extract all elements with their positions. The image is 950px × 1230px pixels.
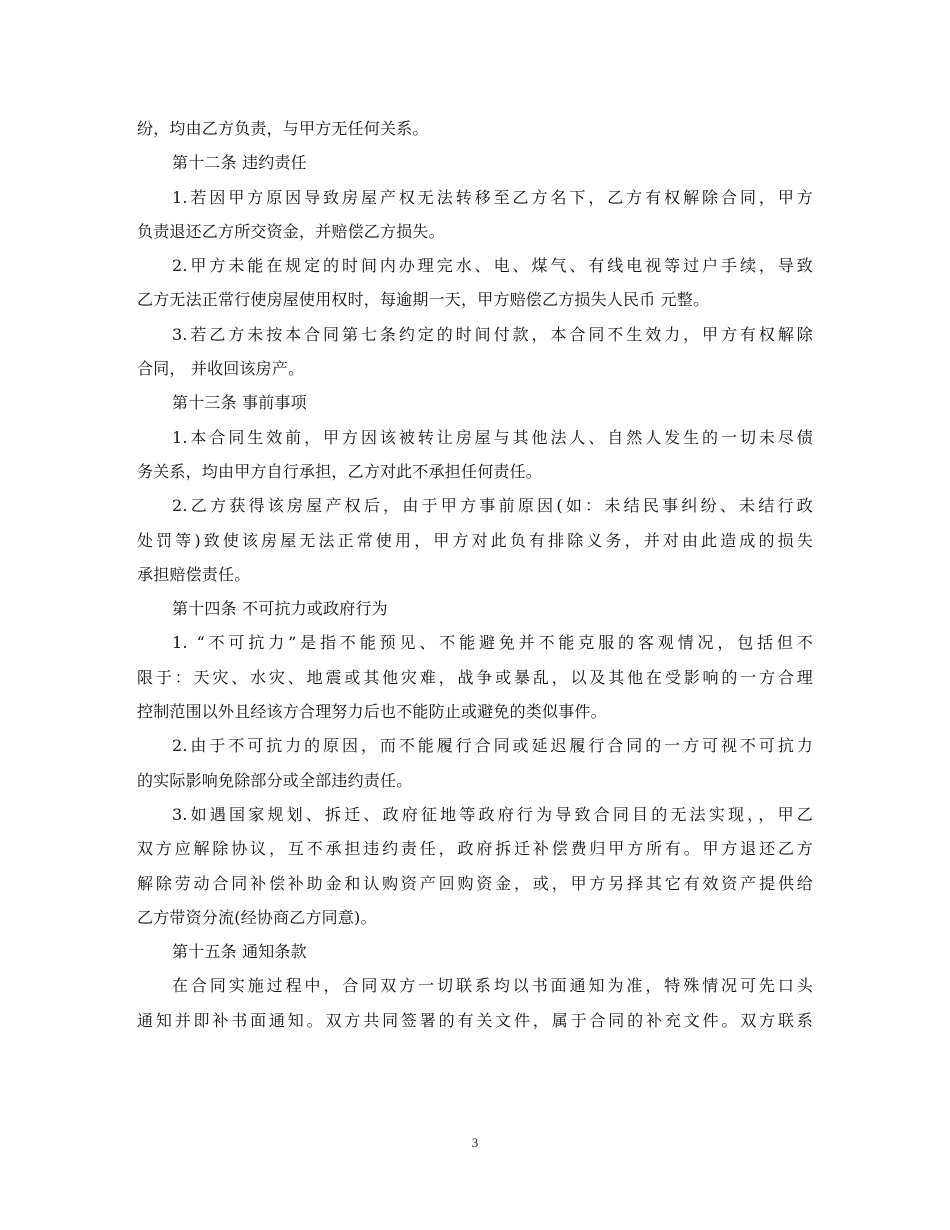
- text-line: 处罚等)致使该房屋无法正常使用，甲方对此负有排除义务，并对由此造成的损失: [137, 530, 813, 550]
- text-line: 1.若因甲方原因导致房屋产权无法转移至乙方名下，乙方有权解除合同，甲方: [172, 187, 813, 207]
- text-line: 合同， 并收回该房产。: [137, 359, 305, 379]
- text-line: 第十五条 通知条款: [172, 942, 307, 962]
- text-line: 解除劳动合同补偿补助金和认购资产回购资金，或，甲方另择其它有效资产提供给: [137, 873, 813, 893]
- text-line: 务关系，均由甲方自行承担，乙方对此不承担任何责任。: [137, 461, 543, 481]
- text-line: 2.乙方获得该房屋产权后，由于甲方事前原因(如：未结民事纠纷、未结行政: [172, 496, 813, 516]
- text-line: 纷，均由乙方负责，与甲方无任何关系。: [137, 119, 429, 138]
- text-line: 3.如遇国家规划、拆迁、政府征地等政府行为导致合同目的无法实现，，甲乙: [172, 804, 813, 824]
- text-line: 承担赔偿责任。: [137, 564, 251, 584]
- text-line: 乙方无法正常行使房屋使用权时，每逾期一天，甲方赔偿乙方损失人民币 元整。: [137, 290, 710, 310]
- text-line: 第十三条 事前事项: [172, 393, 307, 413]
- text-line: 的实际影响免除部分或全部违约责任。: [137, 770, 413, 790]
- text-line: 在合同实施过程中，合同双方一切联系均以书面通知为准，特殊情况可先口头: [172, 976, 813, 996]
- text-line: 第十四条 不可抗力或政府行为: [172, 599, 388, 619]
- text-line: 2.甲方未能在规定的时间内办理完水、电、煤气、有线电视等过户手续，导致: [172, 256, 813, 276]
- text-line: 负责退还乙方所交资金，并赔偿乙方损失。: [137, 221, 445, 241]
- page-number: 3: [471, 1135, 479, 1150]
- text-line: 通知并即补书面通知。双方共同签署的有关文件，属于合同的补充文件。双方联系: [137, 1010, 813, 1030]
- text-line: 第十二条 违约责任: [172, 153, 307, 173]
- text-line: 双方应解除协议，互不承担违约责任，政府拆迁补偿费归甲方所有。甲方退还乙方: [137, 839, 813, 859]
- text-line: 限于：天灾、水灾、地震或其他灾难，战争或暴乱，以及其他在受影响的一方合理: [137, 667, 813, 687]
- text-line: 乙方带资分流(经协商乙方同意)。: [137, 907, 377, 927]
- text-line: 2.由于不可抗力的原因，而不能履行合同或延迟履行合同的一方可视不可抗力: [172, 736, 813, 756]
- text-line: 1.本合同生效前，甲方因该被转让房屋与其他法人、自然人发生的一切未尽债: [172, 427, 813, 447]
- text-line: 控制范围以外且经该方合理努力后也不能防止或避免的类似事件。: [137, 702, 607, 722]
- document-body: [137, 112, 813, 1038]
- text-line: 1. “不可抗力”是指不能预见、不能避免并不能克服的客观情况，包括但不: [172, 633, 813, 653]
- text-line: 3.若乙方未按本合同第七条约定的时间付款，本合同不生效力，甲方有权解除: [172, 324, 813, 344]
